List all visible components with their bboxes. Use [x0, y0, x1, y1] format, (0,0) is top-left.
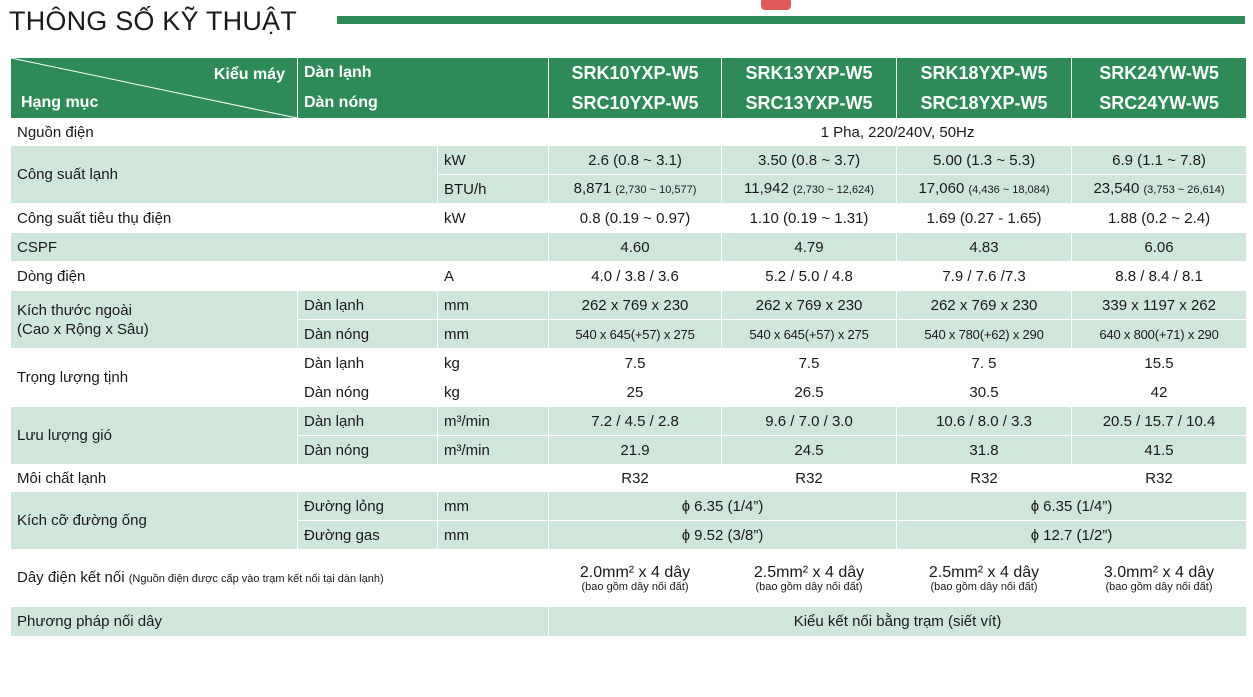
- btu-main-value: 23,540: [1093, 179, 1140, 197]
- table-cell: 1.69 (0.27 - 1.65): [897, 204, 1072, 233]
- outdoor-model-1: SRC10YXP-W5: [571, 93, 699, 113]
- dimensions-outdoor-sub: Dàn nóng: [298, 320, 438, 349]
- airflow-indoor-unit: m³/min: [438, 407, 549, 436]
- table-cell: [722, 175, 897, 204]
- row-connecting-wire: [11, 550, 1247, 607]
- outdoor-model-4: SRC24YW-W5: [1099, 93, 1219, 113]
- table-cell: R32: [722, 465, 897, 492]
- wire-spec-note: (bao gồm dây nối đất): [581, 580, 689, 593]
- table-cell: 7.9 / 7.6 /7.3: [897, 262, 1072, 291]
- table-cell: 10.6 / 8.0 / 3.3: [897, 407, 1072, 436]
- pipe-liquid-sub: Đường lỏng: [298, 492, 438, 521]
- row-cspf: [11, 233, 1247, 262]
- page-title: THÔNG SỐ KỸ THUẬT: [9, 6, 297, 36]
- indoor-model-4: SRK24YW-W5: [1099, 63, 1219, 83]
- table-cell: [1072, 550, 1247, 607]
- indoor-model-2: SRK13YXP-W5: [745, 63, 873, 83]
- pipe-gas-sub: Đường gas: [298, 521, 438, 550]
- table-cell: 42: [1072, 378, 1247, 407]
- header-model-2: [722, 58, 897, 119]
- dimensions-label-line1: Kích thước ngoài: [17, 301, 132, 319]
- cooling-capacity-btu-unit: BTU/h: [438, 175, 549, 204]
- header-model-4: [1072, 58, 1247, 119]
- airflow-outdoor-sub: Dàn nóng: [298, 436, 438, 465]
- table-cell: 31.8: [897, 436, 1072, 465]
- header-category-label: Hạng mục: [21, 94, 99, 111]
- btu-main-value: 17,060: [918, 179, 965, 197]
- row-weight-indoor: [11, 349, 1247, 378]
- table-cell: 7.5: [549, 349, 722, 378]
- cooling-capacity-kw-unit: kW: [438, 146, 549, 175]
- header-unit-type-cell: [298, 58, 549, 119]
- table-cell: 7.2 / 4.5 / 2.8: [549, 407, 722, 436]
- title-underline-bar: [337, 16, 1245, 24]
- wire-spec: 2.5mm² x 4 dây: [928, 563, 1040, 581]
- current-label: Dòng điện: [11, 262, 438, 291]
- table-cell: 41.5: [1072, 436, 1247, 465]
- btu-main-value: 8,871: [573, 179, 612, 197]
- table-cell: 262 x 769 x 230: [722, 291, 897, 320]
- row-airflow-indoor: [11, 407, 1247, 436]
- connecting-wire-note: (Nguồn điện được cấp vào trạm kết nối tại dàn lạnh): [128, 572, 384, 585]
- table-cell: [549, 175, 722, 204]
- table-cell: 262 x 769 x 230: [549, 291, 722, 320]
- refrigerant-label: Môi chất lạnh: [11, 465, 549, 492]
- table-cell: 4.79: [722, 233, 897, 262]
- table-cell: 2.6 (0.8 ~ 3.1): [549, 146, 722, 175]
- header-model-3: [897, 58, 1072, 119]
- connecting-wire-label-cell: [11, 550, 549, 607]
- outdoor-model-2: SRC13YXP-W5: [745, 93, 873, 113]
- dimensions-outdoor-unit: mm: [438, 320, 549, 349]
- dimensions-label-line2: (Cao x Rộng x Sâu): [17, 320, 149, 338]
- current-unit: A: [438, 262, 549, 291]
- row-dimensions-indoor: [11, 291, 1247, 320]
- header-row: [11, 58, 1247, 119]
- wire-spec: 2.5mm² x 4 dây: [753, 563, 865, 581]
- row-power-source: [11, 119, 1247, 146]
- wire-spec-note: (bao gồm dây nối đất): [755, 580, 863, 593]
- table-cell: 4.83: [897, 233, 1072, 262]
- table-cell: 1.10 (0.19 ~ 1.31): [722, 204, 897, 233]
- wire-spec: 2.0mm² x 4 dây: [579, 563, 691, 581]
- wiring-method-value: Kiểu kết nối bằng trạm (siết vít): [549, 607, 1247, 637]
- red-tab-marker: [761, 0, 791, 10]
- cooling-capacity-label: Công suất lạnh: [11, 146, 438, 204]
- table-cell: 262 x 769 x 230: [897, 291, 1072, 320]
- row-wiring-method: [11, 607, 1247, 637]
- table-cell: 20.5 / 15.7 / 10.4: [1072, 407, 1247, 436]
- power-source-label: Nguồn điện: [11, 119, 549, 146]
- weight-label: Trọng lượng tịnh: [11, 349, 298, 407]
- btu-range-value: (2,730 ~ 10,577): [615, 183, 697, 196]
- wire-spec: 3.0mm² x 4 dây: [1103, 563, 1215, 581]
- table-cell: [549, 550, 722, 607]
- table-cell: 9.6 / 7.0 / 3.0: [722, 407, 897, 436]
- pipe-liquid-unit: mm: [438, 492, 549, 521]
- table-cell: [897, 175, 1072, 204]
- table-cell: 3.50 (0.8 ~ 3.7): [722, 146, 897, 175]
- row-current: [11, 262, 1247, 291]
- table-cell: 7.5: [722, 349, 897, 378]
- table-cell: 25: [549, 378, 722, 407]
- table-cell: 30.5: [897, 378, 1072, 407]
- table-cell: 1.88 (0.2 ~ 2.4): [1072, 204, 1247, 233]
- header-indoor-label: Dàn lạnh: [304, 64, 372, 81]
- btu-range-value: (4,436 ~ 18,084): [968, 183, 1050, 196]
- title-row: [9, 0, 1245, 54]
- table-cell: ɸ 6.35 (1/4”): [897, 492, 1247, 521]
- table-cell: R32: [1072, 465, 1247, 492]
- table-cell: 6.9 (1.1 ~ 7.8): [1072, 146, 1247, 175]
- table-cell: 24.5: [722, 436, 897, 465]
- pipe-size-label: Kích cỡ đường ống: [11, 492, 298, 550]
- power-source-value: 1 Pha, 220/240V, 50Hz: [549, 119, 1247, 146]
- table-cell: 21.9: [549, 436, 722, 465]
- table-cell: 0.8 (0.19 ~ 0.97): [549, 204, 722, 233]
- weight-outdoor-unit: kg: [438, 378, 549, 407]
- wire-spec-note: (bao gồm dây nối đất): [1105, 580, 1213, 593]
- airflow-indoor-sub: Dàn lạnh: [298, 407, 438, 436]
- table-cell: 540 x 645(+57) x 275: [722, 320, 897, 349]
- table-cell: ɸ 6.35 (1/4”): [549, 492, 897, 521]
- table-cell: 8.8 / 8.4 / 8.1: [1072, 262, 1247, 291]
- table-cell: 5.00 (1.3 ~ 5.3): [897, 146, 1072, 175]
- cspf-label: CSPF: [11, 233, 549, 262]
- connecting-wire-label: Dây điện kết nối: [17, 568, 125, 586]
- table-cell: 7. 5: [897, 349, 1072, 378]
- table-cell: 4.0 / 3.8 / 3.6: [549, 262, 722, 291]
- dimensions-label: [11, 291, 298, 349]
- weight-indoor-sub: Dàn lạnh: [298, 349, 438, 378]
- spec-table: [10, 57, 1247, 637]
- weight-outdoor-sub: Dàn nóng: [298, 378, 438, 407]
- table-cell: R32: [897, 465, 1072, 492]
- table-cell: 15.5: [1072, 349, 1247, 378]
- table-cell: 540 x 645(+57) x 275: [549, 320, 722, 349]
- power-consumption-unit: kW: [438, 204, 549, 233]
- header-outdoor-label: Dàn nóng: [304, 94, 378, 111]
- dimensions-indoor-sub: Dàn lạnh: [298, 291, 438, 320]
- airflow-outdoor-unit: m³/min: [438, 436, 549, 465]
- table-cell: 6.06: [1072, 233, 1247, 262]
- row-pipe-liquid: [11, 492, 1247, 521]
- weight-indoor-unit: kg: [438, 349, 549, 378]
- table-cell: 339 x 1197 x 262: [1072, 291, 1247, 320]
- btu-range-value: (3,753 ~ 26,614): [1143, 183, 1225, 196]
- table-cell: 26.5: [722, 378, 897, 407]
- table-cell: ɸ 12.7 (1/2”): [897, 521, 1247, 550]
- wire-spec-note: (bao gồm dây nối đất): [930, 580, 1038, 593]
- header-model-type-label: Kiểu máy: [213, 66, 285, 83]
- header-model-1: [549, 58, 722, 119]
- table-cell: [897, 550, 1072, 607]
- table-cell: 540 x 780(+62) x 290: [897, 320, 1072, 349]
- outdoor-model-3: SRC18YXP-W5: [920, 93, 1048, 113]
- table-cell: 640 x 800(+71) x 290: [1072, 320, 1247, 349]
- indoor-model-1: SRK10YXP-W5: [571, 63, 699, 83]
- power-consumption-label: Công suất tiêu thụ điện: [11, 204, 438, 233]
- table-cell: 5.2 / 5.0 / 4.8: [722, 262, 897, 291]
- row-refrigerant: [11, 465, 1247, 492]
- btu-main-value: 11,942: [744, 179, 789, 197]
- header-corner-cell: [11, 58, 298, 119]
- airflow-label: Lưu lượng gió: [11, 407, 298, 465]
- table-cell: 4.60: [549, 233, 722, 262]
- wiring-method-label: Phương pháp nối dây: [11, 607, 549, 637]
- table-cell: ɸ 9.52 (3/8”): [549, 521, 897, 550]
- table-cell: [1072, 175, 1247, 204]
- table-cell: [722, 550, 897, 607]
- dimensions-indoor-unit: mm: [438, 291, 549, 320]
- table-cell: R32: [549, 465, 722, 492]
- row-cooling-capacity-kw: [11, 146, 1247, 175]
- btu-range-value: (2,730 ~ 12,624): [792, 183, 874, 196]
- pipe-gas-unit: mm: [438, 521, 549, 550]
- row-power-consumption: [11, 204, 1247, 233]
- indoor-model-3: SRK18YXP-W5: [920, 63, 1048, 83]
